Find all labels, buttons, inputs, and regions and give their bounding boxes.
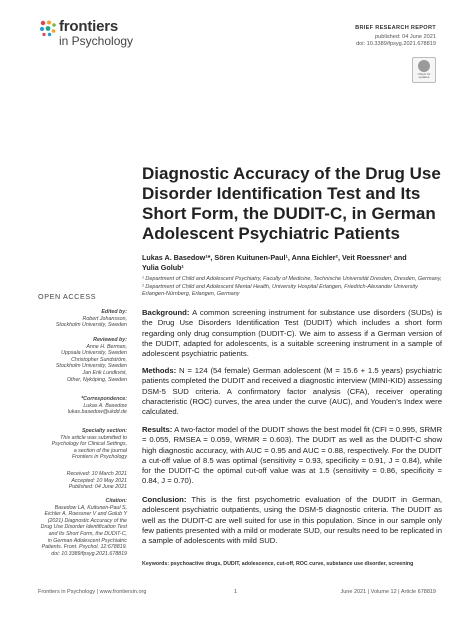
crossmark-icon xyxy=(418,60,430,72)
section-label: Results: xyxy=(142,425,173,434)
title-line: Disorder Identification Test and Its xyxy=(142,184,421,203)
sidebar-line: in German Adolescent Psychiatric xyxy=(47,537,127,544)
sidebar-line: Jan Erik Lundkvist, xyxy=(82,369,127,376)
footer-issue-info: June 2021 | Volume 12 | Article 678819 xyxy=(340,589,436,595)
sidebar-line: and Its Short Form, the DUDIT-C, xyxy=(48,530,127,537)
section-label: Background: xyxy=(142,308,190,317)
page-number: 1 xyxy=(234,589,238,595)
sidebar-line: Patients. Front. Psychol. 12:678819. xyxy=(41,544,127,551)
specialty-section-block xyxy=(38,428,127,461)
sidebar-line: Stockholm University, Sweden xyxy=(55,322,127,329)
sidebar-line: This article was submitted to xyxy=(60,434,127,441)
author-list xyxy=(142,253,442,273)
sidebar-line: Eichler A, Roessner V and Golub Y xyxy=(44,511,127,518)
journal-logo[interactable] xyxy=(38,18,148,52)
received-date: Received: 10 March 2021 xyxy=(66,471,127,477)
section-text: A two-factor model of the DUDIT shows the best model fit (CFI = 0.995, SRMR = 0.055, RMSEA = 0.059, WRMR = 0.603). The DUDIT as well as the DUDIT-C show high diagnostic accuracy, with AUC = 0.95 and AUC = 0.88, respectively. For the DUDIT a cut-off value of 8.5 was optimal (sensitivity = 0.93, specificity = 0.91, J = 0.84), while for the DUDIT-C the optimal cut-off value was at 1.5 (sensitivity = 0.86, specificity = 0.84, J = 0.70). xyxy=(142,425,443,486)
title-line: Short Form, the DUDIT-C, in German xyxy=(142,204,436,223)
footer-journal-link[interactable]: Frontiers in Psychology | www.frontiersin.org xyxy=(38,589,147,595)
section-label: Conclusion: xyxy=(142,495,187,504)
citation-block xyxy=(38,498,127,557)
abstract-conclusion xyxy=(142,495,442,546)
dates-block xyxy=(38,471,127,491)
sidebar-line: Christopher Sundström, xyxy=(71,356,127,363)
section-text: This is the first psychometric evaluation of the DUDIT in German, adolescent psychiatric outpatients, using the DSM-5 diagnostic criteria. The DUDIT as well as the DUDIT-C are well suited for use in this population. Since in our sample only few patients presented with a mild or moderate SUD, our results need to be replicated in a sample of adolescents with mild SUD. xyxy=(142,495,443,546)
sidebar-line: Stockholm University, Sweden xyxy=(55,363,127,370)
correspondence-email[interactable]: lukas.basedow@ukdd.de xyxy=(67,409,127,416)
correspondence-block xyxy=(38,396,127,416)
published-date-side: Published: 04 June 2021 xyxy=(68,484,127,491)
author-line: Lukas A. Basedow¹*, Sören Kuitunen-Paul¹, Anna Eichler², Veit Roessner¹ and xyxy=(142,253,407,262)
check-for-updates-badge[interactable] xyxy=(412,57,436,83)
sidebar-heading: Edited by: xyxy=(101,309,127,315)
abstract-background xyxy=(142,308,442,359)
logo-wordmark: frontiers xyxy=(59,18,119,35)
sidebar-heading: *Correspondence: xyxy=(81,396,127,402)
edited-by-block xyxy=(38,309,127,329)
logo-journal-name: in Psychology xyxy=(59,34,134,48)
affiliation-line: ² Department of Child and Adolescent Mental Health, University Hospital Erlangen, Friedrich-Alexander University xyxy=(142,284,418,290)
sidebar-line: Frontiers in Psychology xyxy=(71,454,127,461)
abstract-methods xyxy=(142,366,442,417)
article-type: BRIEF RESEARCH REPORT xyxy=(355,25,436,31)
affiliation-line: Erlangen-Nürnberg, Erlangen, Germany xyxy=(142,291,240,298)
affiliation-1 xyxy=(142,276,442,283)
sidebar-line: Basedow LA, Kuitunen-Paul S, xyxy=(54,504,127,511)
keywords: Keywords: psychoactive drugs, DUDIT, adolescence, cut-off, ROC curve, substance use disorder, screening xyxy=(142,561,414,567)
sidebar-line: Robert Johansson, xyxy=(82,315,127,322)
section-text: N = 124 (54 female) German adolescent (M = 15.6 + 1.5 years) psychiatric patients completed the DUDIT and received a diagnostic interview (MINI-KID) assessing DSM-5 SUD criteria. A confirmatory factor analysis (CFA), receiver operating characteristic (ROC) curves, the area under the curve (AUC), and Youden’s Index were calculated. xyxy=(142,366,442,417)
title-line: Diagnostic Accuracy of the Drug Use xyxy=(142,164,441,183)
crossmark-label: Check for updates xyxy=(417,72,431,80)
section-text: A common screening instrument for substance use disorders (SUDs) is the Drug Use Disorders Identification Test (DUDIT) which includes a short form regarding only drug consumption (DUDIT-C). We aim to assess if a German version of the DUDIT, adapted for adolescents, is a suitable screening instrument in a sample of adolescent psychiatric patients. xyxy=(142,308,442,359)
title-line: Adolescent Psychiatric Patients xyxy=(142,224,400,243)
sidebar-line: Anne H. Berman, xyxy=(86,343,127,350)
sidebar-line: Drug Use Disorder Identification Test xyxy=(40,524,127,531)
frontiers-logo-icon xyxy=(38,19,58,39)
affiliation-2 xyxy=(142,284,442,299)
sidebar-line: a section of the journal xyxy=(73,447,127,454)
published-date: published: 04 June 2021 xyxy=(375,34,436,40)
sidebar-heading: Reviewed by: xyxy=(93,337,127,343)
reviewed-by-block xyxy=(38,337,127,383)
open-access-label: OPEN ACCESS xyxy=(38,292,97,301)
author-line: Yulia Golub¹ xyxy=(142,263,184,272)
article-doi[interactable]: doi: 10.3389/fpsyg.2021.678819 xyxy=(356,41,436,47)
sidebar-heading: Specialty section: xyxy=(81,428,127,434)
sidebar-line: Psychology for Clinical Settings, xyxy=(51,441,127,448)
affiliation-line: ¹ Department of Child and Adolescent Psychiatry, Faculty of Medicine, Technische Universität Dresden, Dresden, Germany, xyxy=(142,276,442,282)
sidebar-heading: Citation: xyxy=(105,498,127,504)
section-label: Methods: xyxy=(142,366,177,375)
accepted-date: Accepted: 10 May 2021 xyxy=(71,477,127,484)
sidebar-line: (2021) Diagnostic Accuracy of the xyxy=(47,517,127,524)
sidebar-line: Other, Nyköping, Sweden xyxy=(66,376,127,383)
article-title xyxy=(142,164,442,244)
abstract-results xyxy=(142,425,442,487)
sidebar-line: Lukas A. Basedow xyxy=(83,402,127,409)
citation-doi[interactable]: doi: 10.3389/fpsyg.2021.678819 xyxy=(51,550,127,557)
sidebar-line: Uppsala University, Sweden xyxy=(61,350,127,357)
